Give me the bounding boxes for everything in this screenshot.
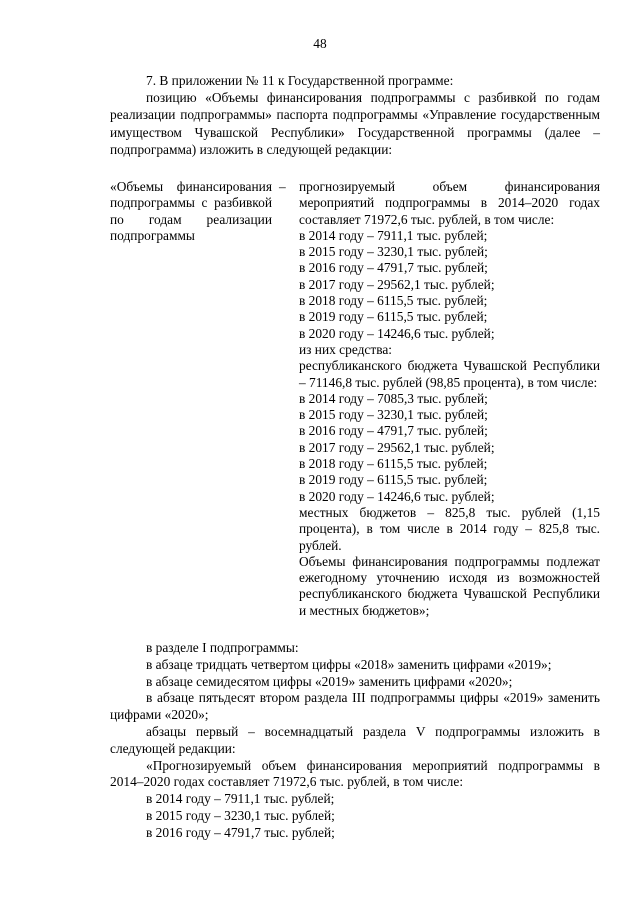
tail-block — [110, 640, 600, 842]
year-line: в 2017 году – 29562,1 тыс. рублей; — [299, 439, 495, 455]
tail-paragraph: в абзаце семидесятом цифры «2019» заменить цифрами «2020»; — [146, 673, 513, 689]
total-text: прогнозируемый объем финансирования мероприятий подпрограммы в 2014–2020 годах составляет 71972,6 тыс. рублей, в том числе: — [299, 179, 600, 227]
year-line: в 2020 году – 14246,6 тыс. рублей; — [299, 325, 495, 341]
tail-paragraph: в 2015 году – 3230,1 тыс. рублей; — [146, 807, 335, 823]
republic-budget-text: республиканского бюджета Чувашской Республики – 71146,8 тыс. рублей (98,85 процента), в том числе: — [299, 358, 600, 390]
year-line: в 2020 году – 14246,6 тыс. рублей; — [299, 488, 495, 504]
year-line: в 2019 году – 6115,5 тыс. рублей; — [299, 309, 488, 325]
tail-paragraph: в абзаце тридцать четвертом цифры «2018» заменить цифрами «2019»; — [146, 656, 552, 672]
tail-paragraph: «Прогнозируемый объем финансирования мероприятий подпрограммы в 2014–2020 годах составляет 71972,6 тыс. рублей, в том числе: — [110, 757, 600, 790]
year-line: в 2019 году – 6115,5 тыс. рублей; — [299, 472, 488, 488]
year-line: в 2016 году – 4791,7 тыс. рублей; — [299, 423, 488, 439]
year-line: в 2015 году – 3230,1 тыс. рублей; — [299, 407, 488, 423]
year-line: в 2015 году – 3230,1 тыс. рублей; — [299, 244, 488, 260]
local-budget-text: местных бюджетов – 825,8 тыс. рублей (1,15 процента), в том числе в 2014 году – 825,8 тыс. рублей. — [299, 504, 600, 553]
table-right-cell — [299, 179, 600, 619]
year-line: в 2014 году – 7911,1 тыс. рублей; — [299, 227, 488, 243]
item-heading: 7. В приложении № 11 к Государственной программе: — [146, 73, 454, 88]
page-number: 48 — [313, 36, 327, 51]
year-line: в 2018 году – 6115,5 тыс. рублей; — [299, 293, 488, 309]
year-line: в 2016 году – 4791,7 тыс. рублей; — [299, 260, 488, 276]
tail-paragraph: в разделе I подпрограммы: — [146, 640, 299, 655]
note-text: Объемы финансирования подпрограммы подлежат ежегодному уточнению исходя из возможностей республиканского бюджета Чувашской Республики и местных бюджетов»; — [299, 553, 600, 618]
table-left-cell: «Объемы финансирования подпрограммы с разбивкой по годам реализации подпрограммы — [110, 179, 272, 243]
tail-paragraph: в 2016 году – 4791,7 тыс. рублей; — [146, 824, 335, 840]
tail-paragraph: в 2014 году – 7911,1 тыс. рублей; — [146, 791, 335, 807]
tail-paragraph: в абзаце пятьдесят втором раздела III подпрограммы цифры «2019» заменить цифрами «2020»; — [110, 690, 600, 723]
of-them-text: из них средства: — [299, 341, 393, 357]
intro-paragraph: позицию «Объемы финансирования подпрограммы с разбивкой по годам реализации подпрограммы» паспорта подпрограммы «Управление государственным имуществом Чувашской Республики» Государственной программы (далее – подпрограмма) изложить в следующей редакции: — [110, 90, 600, 157]
tail-paragraph: абзацы первый – восемнадцатый раздела V подпрограммы изложить в следующей редакции: — [110, 723, 600, 756]
table-dash: – — [279, 179, 286, 194]
year-line: в 2014 году – 7085,3 тыс. рублей; — [299, 390, 488, 406]
year-line: в 2018 году – 6115,5 тыс. рублей; — [299, 456, 488, 472]
intro-block — [110, 72, 600, 158]
year-line: в 2017 году – 29562,1 тыс. рублей; — [299, 276, 495, 292]
